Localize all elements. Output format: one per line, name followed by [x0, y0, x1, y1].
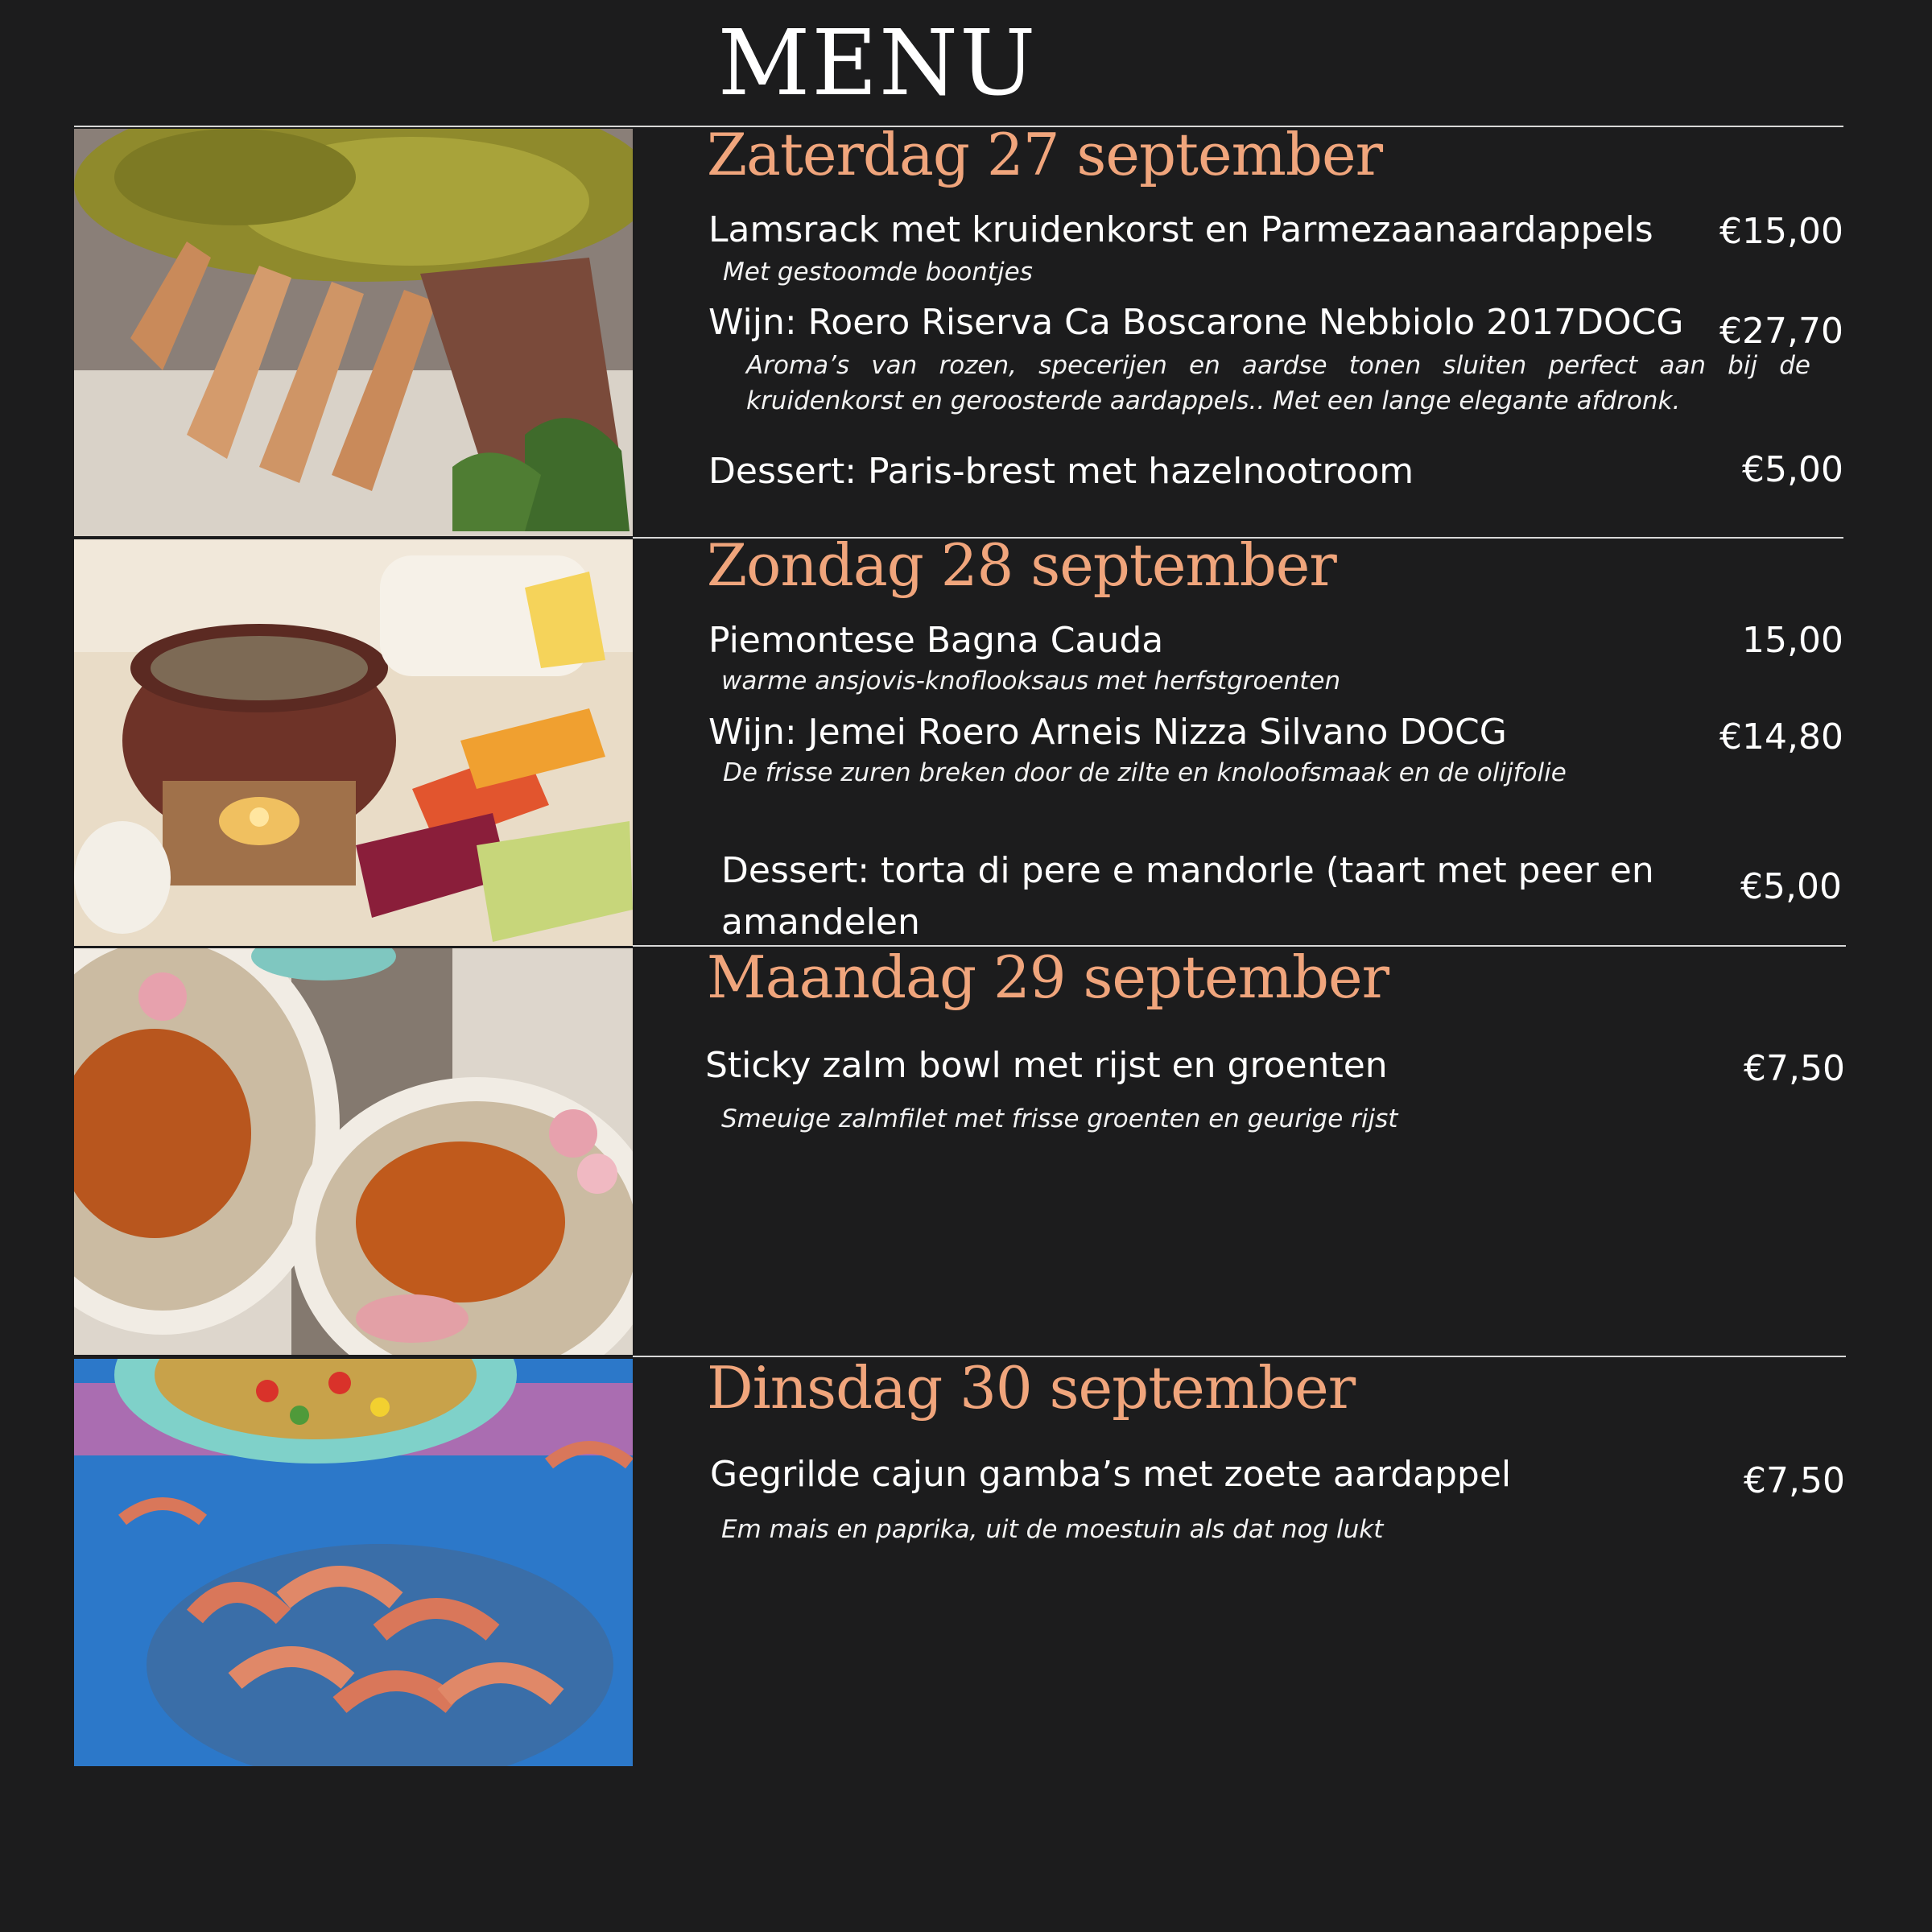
wine-description: Aroma’s van rozen, specerijen en aardse tonen sluiten perfect aan bij de kruidenkorst en geroosterde aardappels.. Met een lange elegante afdronk.: [746, 351, 1810, 415]
lamb-rack-photo: [74, 129, 633, 536]
dish-price: €7,50: [1744, 1460, 1845, 1501]
dessert-price: €5,00: [1740, 866, 1842, 907]
wine-price: €27,70: [1719, 311, 1843, 352]
dessert-price: €5,00: [1742, 449, 1843, 490]
cajun-shrimp-photo: [74, 1359, 633, 1766]
dish-price: 15,00: [1742, 620, 1843, 661]
wine-name: Wijn: Jemei Roero Arneis Nizza Silvano DOCG: [708, 712, 1507, 753]
salmon-bowl-photo: [74, 948, 633, 1355]
bagna-cauda-photo: [74, 539, 633, 946]
dessert-name: Dessert: Paris-brest met hazelnootroom: [708, 451, 1414, 492]
dish-description: Em mais en paprika, uit de moestuin als dat nog lukt: [721, 1515, 1384, 1544]
dish-description: warme ansjovis-knoflooksaus met herfstgroenten: [721, 667, 1341, 696]
wine-price: €14,80: [1719, 716, 1843, 758]
dish-name: Sticky zalm bowl met rijst en groenten: [705, 1045, 1388, 1086]
dish-price: €7,50: [1744, 1048, 1845, 1089]
day-heading: Maandag 29 september: [707, 943, 1389, 1011]
day-heading: Dinsdag 30 september: [707, 1354, 1356, 1422]
dish-name: Lamsrack met kruidenkorst en Parmezaanaardappels: [708, 209, 1653, 250]
page-title: MENU: [717, 11, 1038, 116]
dish-description: Met gestoomde boontjes: [723, 258, 1033, 287]
day-heading: Zaterdag 27 september: [707, 121, 1382, 188]
dessert-name: Dessert: torta di pere e mandorle (taart met peer en amandelen: [721, 850, 1654, 943]
dish-price: €15,00: [1719, 211, 1843, 252]
dish-name: Piemontese Bagna Cauda: [708, 620, 1164, 661]
wine-description: De frisse zuren breken door de zilte en knoloofsmaak en de olijfolie: [723, 758, 1567, 787]
dish-description: Smeuige zalmfilet met frisse groenten en geurige rijst: [721, 1104, 1398, 1133]
day-heading: Zondag 28 september: [707, 531, 1336, 599]
wine-name: Wijn: Roero Riserva Ca Boscarone Nebbiolo 2017DOCG: [708, 302, 1684, 343]
dish-name: Gegrilde cajun gamba’s met zoete aardappel: [710, 1454, 1512, 1495]
